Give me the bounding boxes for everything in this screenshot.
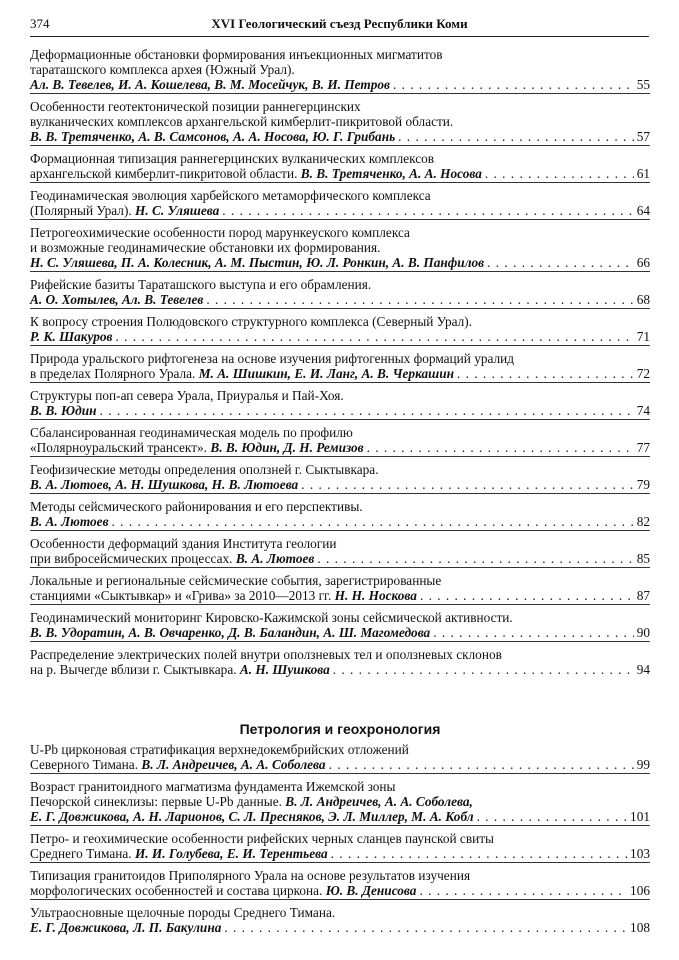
entry-page-number: 101 xyxy=(630,809,650,824)
dot-leader xyxy=(301,477,633,492)
entry-leader-text xyxy=(30,129,395,144)
entry-leader-text xyxy=(30,757,326,772)
entry-page-number: 68 xyxy=(636,292,650,307)
dot-leader xyxy=(367,440,634,455)
entry-title-line: (Полярный Урал). xyxy=(30,203,132,218)
entry-page-number: 85 xyxy=(636,551,650,566)
entry-page-number: 103 xyxy=(630,846,650,861)
entry-leader-line xyxy=(30,883,650,898)
entry-page-number: 64 xyxy=(636,203,650,218)
toc-entry xyxy=(30,499,650,531)
toc-entry xyxy=(30,536,650,568)
dot-leader xyxy=(420,588,634,603)
section-title: Петрология и геохронология xyxy=(239,721,441,737)
dot-leader xyxy=(222,203,633,218)
entry-leader-text xyxy=(30,588,417,603)
dot-leader xyxy=(206,292,633,307)
entry-title-line: Особенности деформаций здания Института геологии xyxy=(30,536,337,551)
dot-leader xyxy=(398,129,634,144)
toc-entry xyxy=(30,742,650,774)
entry-authors: А. О. Хотылев, Ал. В. Тевелев xyxy=(30,292,204,307)
entry-authors: Н. Н. Носкова xyxy=(334,588,417,603)
entry-page-number: 87 xyxy=(636,588,650,603)
toc-entry xyxy=(30,868,650,900)
dot-leader xyxy=(419,883,627,898)
entry-leader-text xyxy=(30,292,203,307)
entry-leader-line xyxy=(30,477,650,492)
toc-entry xyxy=(30,188,650,220)
toc-entry xyxy=(30,647,650,678)
dot-leader xyxy=(477,809,627,824)
entry-leader-text xyxy=(30,809,474,824)
entry-title-line: Структуры поп-ап севера Урала, Приуралья и Пай-Хоя. xyxy=(30,388,344,403)
entry-leader-line xyxy=(30,757,650,772)
entry-title-line: Методы сейсмического районирования и его перспективы. xyxy=(30,499,363,514)
entry-leader-text xyxy=(30,77,390,92)
entry-authors: И. И. Голубева, Е. И. Терентьева xyxy=(134,846,328,861)
entry-page-number: 108 xyxy=(630,920,650,935)
page-number: 374 xyxy=(30,16,50,31)
entry-leader-line xyxy=(30,129,650,144)
dot-leader xyxy=(331,846,627,861)
toc-entry xyxy=(30,573,650,605)
entry-leader-line xyxy=(30,514,650,529)
entry-page-number: 74 xyxy=(636,403,650,418)
entry-authors: В. А. Лютоев, А. Н. Шушкова, Н. В. Лютоева xyxy=(30,477,299,492)
entry-page-number: 71 xyxy=(636,329,650,344)
entry-title-line: Возраст гранитоидного магматизма фундамента Ижемской зоны xyxy=(30,779,396,794)
entry-leader-text xyxy=(30,514,109,529)
entry-title-line: Особенности геотектонической позиции раннегерцинских xyxy=(30,99,361,114)
entry-leader-text xyxy=(30,662,330,677)
entry-leader-text xyxy=(30,255,484,270)
entry-authors: В. В. Юдин, Д. Н. Ремизов xyxy=(210,440,364,455)
entry-authors: В. В. Третяченко, А. В. Самсонов, А. А. Носова, Ю. Г. Грибань xyxy=(30,129,396,144)
dot-leader xyxy=(393,77,634,92)
entry-title-line: Формационная типизация раннегерцинских вулканических комплексов xyxy=(30,151,435,166)
entry-authors: В. В. Третяченко, А. А. Носова xyxy=(300,166,482,181)
dot-leader xyxy=(115,329,633,344)
entry-title-line: Рифейские базиты Тараташского выступа и его обрамления. xyxy=(30,277,372,292)
entry-title-line: Печорской синеклизы: первые U-Pb данные. xyxy=(30,794,282,809)
dot-leader xyxy=(112,514,634,529)
entry-authors: Е. Г. Довжикова, А. Н. Ларионов, С. Л. Пресняков, Э. Л. Миллер, М. А. Кобл xyxy=(30,809,474,824)
entry-page-number: 66 xyxy=(636,255,650,270)
dot-leader xyxy=(329,757,634,772)
entry-authors: Н. С. Уляшева xyxy=(135,203,220,218)
entry-leader-line xyxy=(30,625,650,640)
entry-authors: В. Л. Андреичев, А. А. Соболева xyxy=(141,757,326,772)
entry-leader-line xyxy=(30,77,650,92)
toc-entry xyxy=(30,831,650,863)
entry-title-line: на р. Вычегде вблизи г. Сыктывкара. xyxy=(30,662,237,677)
entry-page-number: 61 xyxy=(636,166,650,181)
entry-authors: М. А. Шишкин, Е. И. Ланг, А. В. Черкашин xyxy=(198,366,454,381)
entry-authors: Е. Г. Довжикова, Л. П. Бакулина xyxy=(30,920,222,935)
entry-title-line: вулканических комплексов архангельской кимберлит-пикритовой области. xyxy=(30,114,454,129)
entry-title-line: Деформационные обстановки формирования инъекционных мигматитов xyxy=(30,47,443,62)
entry-title-line: станциями «Сыктывкар» и «Грива» за 2010—2013 гг. xyxy=(30,588,332,603)
entry-leader-text xyxy=(30,403,97,418)
entry-page-number: 57 xyxy=(636,129,650,144)
entry-authors: В. Л. Андреичев, А. А. Соболева, xyxy=(285,794,473,809)
entry-leader-text xyxy=(30,625,430,640)
entry-title-line: Северного Тимана. xyxy=(30,757,139,772)
entry-title-line: Распределение электрических полей внутри оползневых тел и оползневых склонов xyxy=(30,647,502,662)
entry-title-line: Геодинамический мониторинг Кировско-Кажимской зоны сейсмической активности. xyxy=(30,610,513,625)
toc-entry xyxy=(30,779,650,826)
entry-title-line: Петрогеохимические особенности пород марункеуского комплекса xyxy=(30,225,410,240)
entry-title-line: Геофизические методы определения оползней г. Сыктывкара. xyxy=(30,462,379,477)
entry-title-line: U-Pb цирконовая стратификация верхнедокембрийских отложений xyxy=(30,742,409,757)
entry-authors: В. А. Лютоев xyxy=(30,514,109,529)
dot-leader xyxy=(433,625,633,640)
entry-leader-text xyxy=(30,920,221,935)
entry-title-line: Среднего Тимана. xyxy=(30,846,132,861)
entry-leader-text xyxy=(30,329,112,344)
toc-entry xyxy=(30,99,650,146)
entry-leader-text xyxy=(30,477,298,492)
entry-leader-text xyxy=(30,846,328,861)
entry-leader-text xyxy=(30,203,219,218)
toc-entry xyxy=(30,47,650,94)
dot-leader xyxy=(317,551,633,566)
entry-leader-text xyxy=(30,883,416,898)
entry-title-line: тараташского комплекса архея (Южный Урал). xyxy=(30,62,295,77)
entry-page-number: 106 xyxy=(630,883,650,898)
entry-leader-line xyxy=(30,846,650,861)
entry-leader-line xyxy=(30,920,650,935)
toc-entry xyxy=(30,225,650,272)
toc-entry xyxy=(30,151,650,183)
entry-authors: В. В. Удоратин, А. В. Овчаренко, Д. В. Баландин, А. Ш. Магомедова xyxy=(30,625,431,640)
entry-page-number: 79 xyxy=(636,477,650,492)
toc-entry xyxy=(30,351,650,383)
toc-entry xyxy=(30,462,650,494)
entry-leader-line xyxy=(30,662,650,677)
dot-leader xyxy=(100,403,634,418)
entry-authors: Н. С. Уляшева, П. А. Колесник, А. М. Пыстин, Ю. Л. Ронкин, А. В. Панфилов xyxy=(30,255,485,270)
entry-leader-line xyxy=(30,440,650,455)
running-header xyxy=(30,14,649,37)
toc-entry xyxy=(30,425,650,457)
entry-leader-text xyxy=(30,366,454,381)
entry-authors: Ал. В. Тевелев, И. А. Кошелева, В. М. Мосейчук, В. И. Петров xyxy=(30,77,390,92)
entry-page-number: 77 xyxy=(636,440,650,455)
entry-leader-line xyxy=(30,255,650,270)
entry-page-number: 94 xyxy=(636,662,650,677)
entry-leader-line xyxy=(30,203,650,218)
entry-leader-line xyxy=(30,588,650,603)
dot-leader xyxy=(224,920,627,935)
running-title: XVI Геологический съезд Республики Коми xyxy=(211,16,468,31)
entry-title-line: Геодинамическая эволюция харбейского метаморфического комплекса xyxy=(30,188,431,203)
entry-title-line: Ультраосновные щелочные породы Среднего Тимана. xyxy=(30,905,336,920)
dot-leader xyxy=(333,662,634,677)
toc-entry xyxy=(30,314,650,346)
entry-authors: А. Н. Шушкова xyxy=(239,662,330,677)
entry-title-line: морфологических особенностей и состава циркона. xyxy=(30,883,323,898)
entry-title-line: Природа уральского рифтогенеза на основе изучения рифтогенных формаций уралид xyxy=(30,351,515,366)
entry-leader-line xyxy=(30,809,650,824)
entry-page-number: 55 xyxy=(636,77,650,92)
section-table-of-contents xyxy=(30,742,650,941)
entry-authors: Р. К. Шакуров xyxy=(30,329,113,344)
entry-page-number: 90 xyxy=(636,625,650,640)
entry-title-line: Типизация гранитоидов Приполярного Урала на основе результатов изучения xyxy=(30,868,471,883)
dot-leader xyxy=(485,166,634,181)
entry-leader-line xyxy=(30,366,650,381)
entry-authors: В. А. Лютоев xyxy=(235,551,315,566)
entry-leader-line xyxy=(30,166,650,181)
entry-title-line: и возможные геодинамические обстановки их формирования. xyxy=(30,240,381,255)
entry-title-line: «Полярноуральский трансект». xyxy=(30,440,207,455)
toc-entry xyxy=(30,277,650,309)
entry-title-line: К вопросу строения Полюдовского структурного комплекса (Северный Урал). xyxy=(30,314,473,329)
toc-entry xyxy=(30,905,650,936)
table-of-contents xyxy=(30,47,650,683)
entry-mixed-line xyxy=(30,794,650,809)
dot-leader xyxy=(487,255,634,270)
entry-leader-text xyxy=(30,166,482,181)
entry-title-line: Локальные и региональные сейсмические события, зарегистрированные xyxy=(30,573,442,588)
entry-leader-line xyxy=(30,329,650,344)
entry-leader-text xyxy=(30,551,314,566)
entry-leader-text xyxy=(30,440,364,455)
entry-page-number: 82 xyxy=(636,514,650,529)
entry-title-line: архангельской кимберлит-пикритовой области. xyxy=(30,166,298,181)
toc-entry xyxy=(30,610,650,642)
entry-title-line: в пределах Полярного Урала. xyxy=(30,366,196,381)
entry-title-line: Сбалансированная геодинамическая модель по профилю xyxy=(30,425,353,440)
entry-title-line: Петро- и геохимические особенности рифейских черных сланцев паунской свиты xyxy=(30,831,494,846)
entry-authors: В. В. Юдин xyxy=(30,403,97,418)
entry-leader-line xyxy=(30,403,650,418)
entry-leader-line xyxy=(30,292,650,307)
entry-title-line: при вибросейсмических процессах. xyxy=(30,551,233,566)
entry-authors: Ю. В. Денисова xyxy=(325,883,417,898)
entry-page-number: 99 xyxy=(636,757,650,772)
dot-leader xyxy=(457,366,634,381)
entry-leader-line xyxy=(30,551,650,566)
entry-page-number: 72 xyxy=(636,366,650,381)
toc-entry xyxy=(30,388,650,420)
